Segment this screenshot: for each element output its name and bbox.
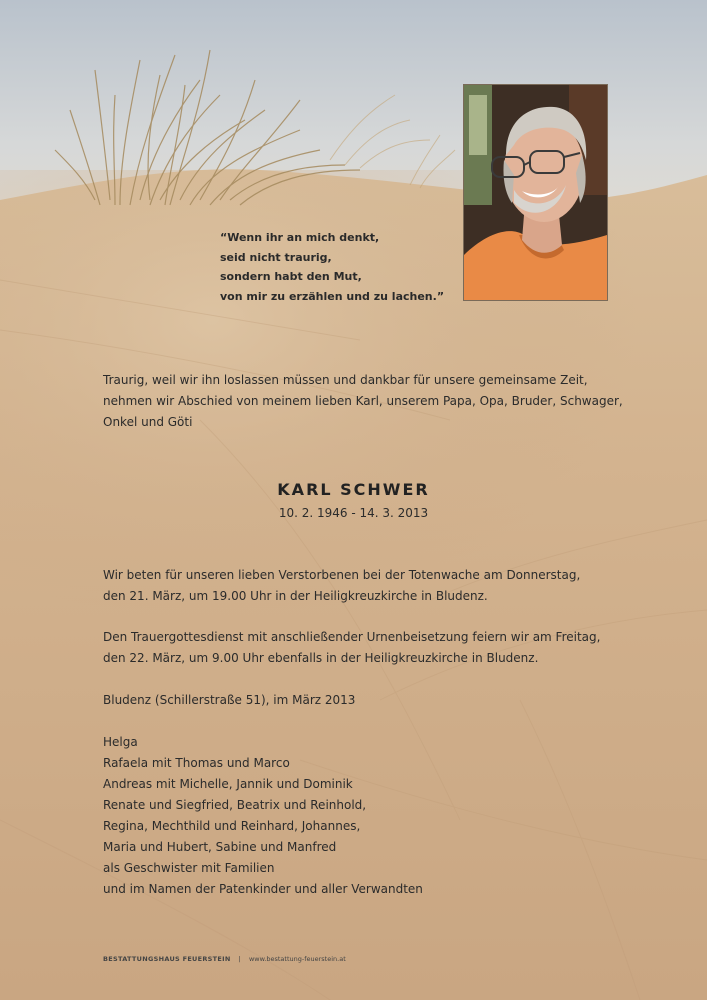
- intro-line: Onkel und Göti: [103, 415, 193, 429]
- funeral-info: [103, 627, 600, 669]
- life-dates: 10. 2. 1946 - 14. 3. 2013: [278, 506, 429, 520]
- wake-info: [103, 565, 580, 607]
- place-date-line: Bludenz (Schillerstraße 51), im März 2013: [103, 693, 356, 707]
- intro-line: nehmen wir Abschied von meinem lieben Karl, unserem Papa, Opa, Bruder, Schwager,: [103, 394, 623, 408]
- mourners-list: [103, 732, 423, 900]
- wake-line: den 21. März, um 19.00 Uhr in der Heiligkreuzkirche in Bludenz.: [103, 589, 488, 603]
- footer-separator: |: [238, 955, 241, 963]
- portrait-photo: [463, 84, 608, 301]
- funeral-line: den 22. März, um 9.00 Uhr ebenfalls in der Heiligkreuzkirche in Bludenz.: [103, 651, 539, 665]
- mourner-line: Rafaela mit Thomas und Marco: [103, 756, 290, 770]
- quote-line: von mir zu erzählen und zu lachen.”: [220, 289, 445, 303]
- quote-line: sondern habt den Mut,: [220, 270, 362, 283]
- footer-company: BESTATTUNGSHAUS FEUERSTEIN: [103, 955, 231, 963]
- mourner-line: als Geschwister mit Familien: [103, 861, 275, 875]
- intro-text: [103, 370, 623, 433]
- funeral-line: Den Trauergottesdienst mit anschließender Urnenbeisetzung feiern wir am Freitag,: [103, 630, 601, 644]
- quote-line: “Wenn ihr an mich denkt,: [220, 231, 380, 244]
- mourner-line: Maria und Hubert, Sabine und Manfred: [103, 840, 337, 854]
- footer: [103, 955, 346, 963]
- wake-line: Wir beten für unseren lieben Verstorbenen bei der Totenwache am Donnerstag,: [103, 568, 581, 582]
- deceased-name: KARL SCHWER: [277, 480, 430, 499]
- place-date: [103, 690, 355, 711]
- mourner-line: Andreas mit Michelle, Jannik und Dominik: [103, 777, 353, 791]
- footer-website: www.bestattung-feuerstein.at: [248, 955, 346, 963]
- mourner-line: Helga: [103, 735, 138, 749]
- mourner-line: Regina, Mechthild und Reinhard, Johannes,: [103, 819, 361, 833]
- memorial-quote: [220, 228, 444, 306]
- quote-line: seid nicht traurig,: [220, 250, 332, 264]
- mourner-line: und im Namen der Patenkinder und aller Verwandten: [103, 882, 423, 896]
- intro-line: Traurig, weil wir ihn loslassen müssen und dankbar für unsere gemeinsame Zeit,: [103, 373, 588, 387]
- mourner-line: Renate und Siegfried, Beatrix und Reinhold,: [103, 798, 367, 812]
